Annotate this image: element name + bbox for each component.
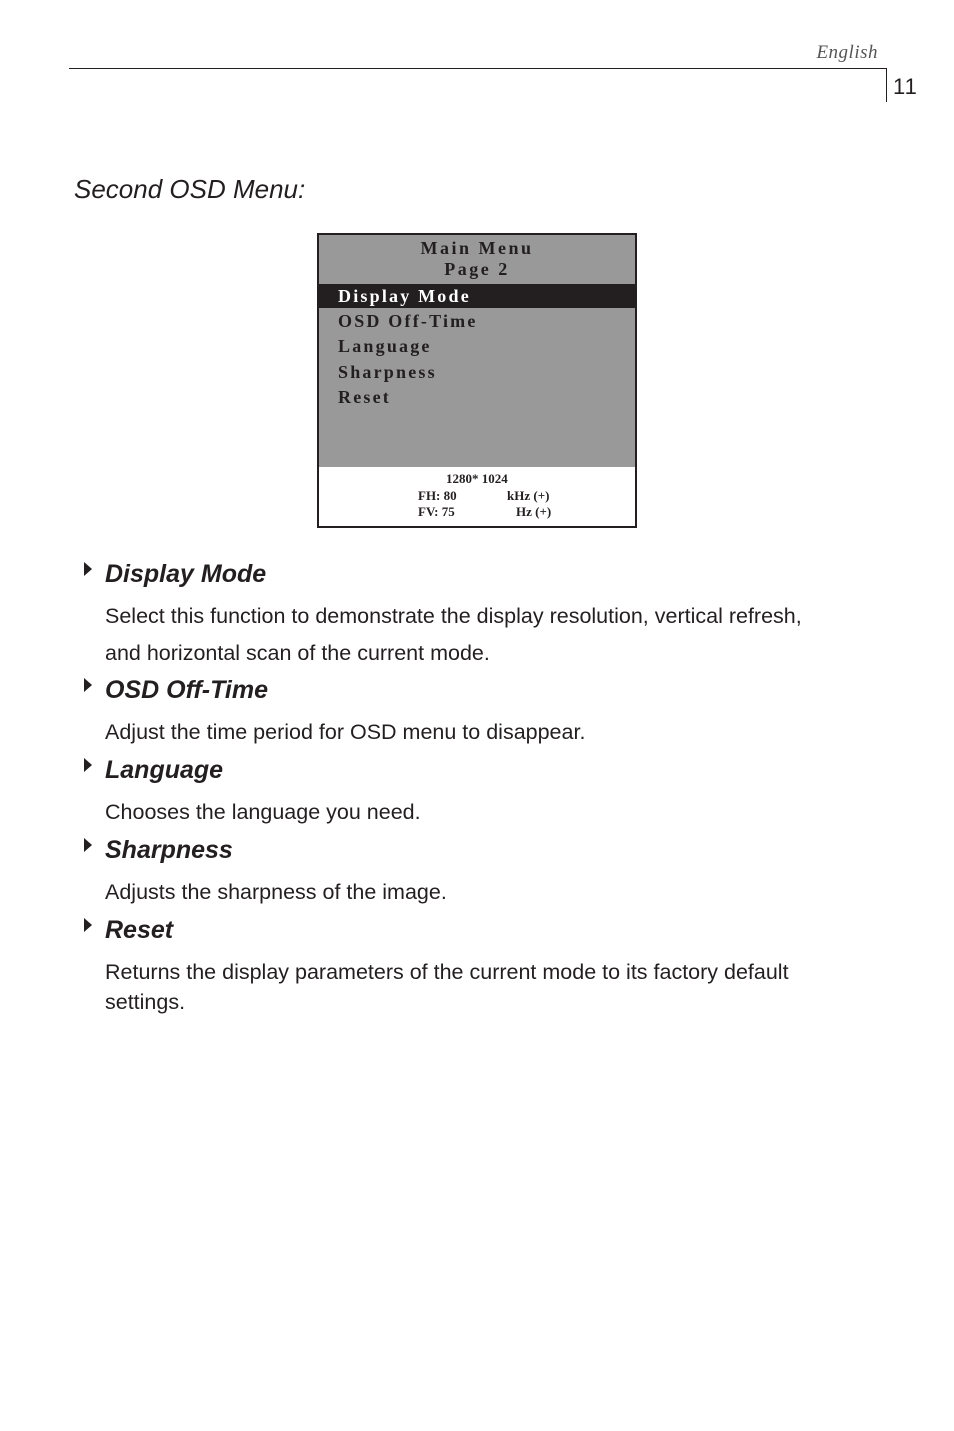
item-desc-display-mode-line2: and horizontal scan of the current mode. (105, 641, 490, 665)
osd-item-sharpness: Sharpness (338, 362, 437, 382)
bullet-arrow-icon (84, 758, 92, 772)
osd-fh-unit: kHz (+) (507, 488, 550, 503)
header-language: English (816, 42, 878, 63)
page-number-divider (886, 68, 887, 102)
osd-item-reset: Reset (338, 387, 391, 407)
section-title: Second OSD Menu: (74, 174, 306, 204)
bullet-arrow-icon (84, 838, 92, 852)
item-heading-osd-off-time: OSD Off-Time (105, 676, 268, 704)
osd-resolution: 1280* 1024 (446, 471, 508, 486)
item-desc-osd-off-time: Adjust the time period for OSD menu to disappear. (105, 720, 586, 744)
osd-menu-title: Main Menu (420, 238, 534, 258)
page-number: 11 (893, 74, 918, 99)
osd-fh-value: FH: 80 (418, 488, 457, 503)
bullet-arrow-icon (84, 678, 92, 692)
bullet-arrow-icon (84, 918, 92, 932)
item-desc-display-mode-line1: Select this function to demonstrate the display resolution, vertical refresh, (105, 604, 802, 628)
item-heading-sharpness: Sharpness (105, 836, 233, 864)
item-desc-sharpness: Adjusts the sharpness of the image. (105, 880, 447, 904)
osd-item-osd-off-time: OSD Off-Time (338, 311, 478, 331)
item-desc-reset-line1: Returns the display parameters of the current mode to its factory default (105, 960, 789, 984)
item-desc-reset-line2: settings. (105, 990, 186, 1014)
osd-item-display-mode: Display Mode (319, 284, 635, 308)
item-heading-display-mode: Display Mode (105, 560, 267, 588)
osd-item-language: Language (338, 336, 432, 356)
osd-fv-value: FV: 75 (418, 504, 455, 519)
item-heading-language: Language (105, 756, 224, 784)
header-rule (69, 68, 886, 69)
osd-menu-figure (317, 233, 637, 528)
item-heading-reset: Reset (105, 916, 174, 944)
osd-fv-unit: Hz (+) (516, 504, 552, 519)
osd-menu-page: Page 2 (444, 259, 510, 279)
item-desc-language: Chooses the language you need. (105, 800, 421, 824)
bullet-arrow-icon (84, 562, 92, 576)
